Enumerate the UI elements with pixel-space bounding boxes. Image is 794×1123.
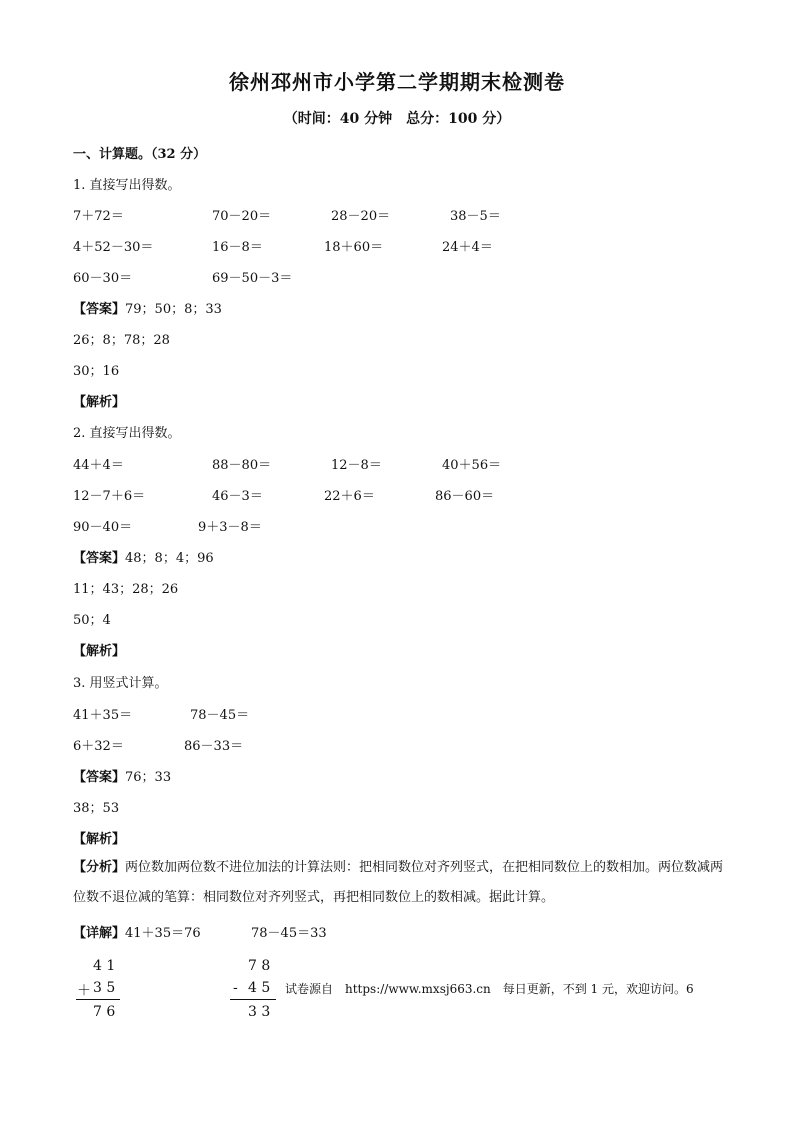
q3-item: 6＋32＝ [73,739,124,754]
q3-item: 41＋35＝ [73,708,133,723]
q1-item: 7＋72＝ [73,209,124,224]
answer-text: 11；43；28；26 [73,582,179,597]
detail-line [73,922,201,941]
vertical-add-operator: ＋ [77,983,91,999]
analysis-tag: 【解析】 [73,644,126,659]
answer-text: 38；53 [73,801,120,816]
answer-line [73,547,214,566]
exam-info: （时间：40 分钟 总分：100 分） [283,111,511,127]
vertical-add-top: 4 1 [93,958,116,974]
answer-text: 48；8；4；96 [125,551,214,566]
detail-equation: 41＋35＝76 [125,926,201,941]
page-title: 徐州邳州市小学第二学期期末检测卷 [229,70,565,94]
answer-text: 76；33 [125,770,172,785]
answer-line [73,298,222,317]
detail-equation: 78－45＝33 [251,926,327,941]
q1-item: 18＋60＝ [324,240,384,255]
q3-prompt: 3. 用竖式计算。 [73,676,168,691]
fenxi-text: 两位数加两位数不进位加法的计算法则：把相同数位对齐列竖式，在把相同数位上的数相加。两位数减两位数不退位减的笔算：相同数位对齐列竖式，再把相同数位上的数相减。据此计算。 [73,860,724,905]
q3-item: 86－33＝ [184,739,244,754]
q2-item: 86－60＝ [435,489,495,504]
xiangjie-tag: 【详解】 [73,926,126,941]
q1-prompt: 1. 直接写出得数。 [73,178,181,193]
vertical-sub-rule [230,999,276,1000]
q1-item: 70－20＝ [212,209,272,224]
fenxi-tag: 【分析】 [73,860,126,875]
vertical-add-result: 7 6 [93,1004,116,1020]
q1-item: 16－8＝ [212,240,263,255]
vertical-sub-operator: - [233,980,238,996]
analysis-tag: 【解析】 [73,832,126,847]
q2-item: 46－3＝ [212,489,263,504]
vertical-add-rule [76,999,120,1000]
q2-item: 9＋3－8＝ [198,520,262,535]
q1-item: 38－5＝ [450,209,501,224]
answer-line [73,766,171,785]
answer-text: 26；8；78；28 [73,333,170,348]
q2-item: 90－40＝ [73,520,133,535]
q1-item: 69－50－3＝ [212,271,293,286]
vertical-sub-top: 7 8 [248,958,271,974]
q2-item: 22＋6＝ [324,489,375,504]
source-footer: 试卷源自 https://www.mxsj663.cn 每日更新，不到 1 元，欢迎访问。6 [285,982,694,996]
answer-tag: 【答案】 [73,302,126,317]
answer-text: 50；4 [73,613,111,628]
section-heading: 一、计算题。（32 分） [73,147,207,162]
answer-tag: 【答案】 [73,770,126,785]
q1-item: 4＋52－30＝ [73,240,154,255]
q3-item: 78－45＝ [190,708,250,723]
q2-item: 88－80＝ [212,458,272,473]
vertical-sub-result: 3 3 [248,1004,271,1020]
vertical-add-second: 3 5 [93,980,116,996]
q2-item: 12－8＝ [331,458,382,473]
q1-item: 24＋4＝ [442,240,493,255]
q1-item: 28－20＝ [331,209,391,224]
answer-text: 30；16 [73,364,120,379]
q2-item: 44＋4＝ [73,458,124,473]
answer-tag: 【答案】 [73,551,126,566]
analysis-paragraph [73,853,733,913]
q1-item: 60－30＝ [73,271,133,286]
q2-item: 12－7＋6＝ [73,489,146,504]
answer-text: 79；50；8；33 [125,302,222,317]
analysis-tag: 【解析】 [73,395,126,410]
q2-prompt: 2. 直接写出得数。 [73,426,181,441]
q2-item: 40＋56＝ [442,458,502,473]
vertical-sub-second: 4 5 [248,980,271,996]
